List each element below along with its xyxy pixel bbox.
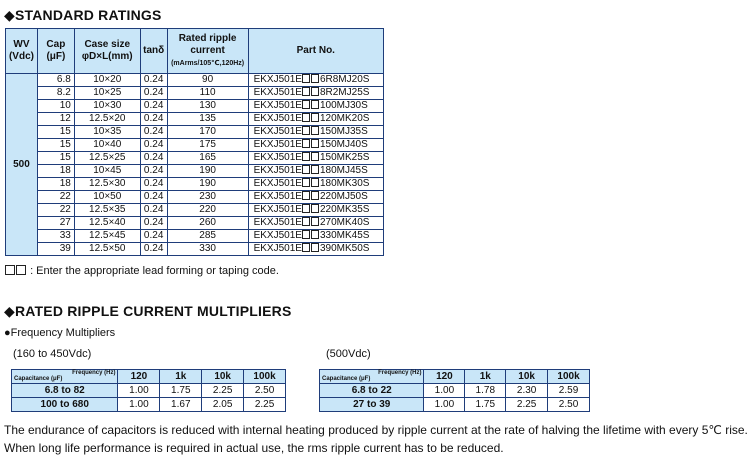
code-box-icon [302,139,310,148]
ripple-current-cell: 90 [167,74,248,87]
tan-delta-cell: 0.24 [140,204,167,217]
freq-header: 100k [548,370,590,384]
freq-header: 120 [118,370,160,384]
ripple-current-cell: 285 [167,230,248,243]
table-row [6,87,384,100]
code-box-icon [302,217,310,226]
code-box-icon [302,113,310,122]
table-row [6,113,384,126]
header-ripple-current: Rated ripple current (mArms/105℃,120Hz) [167,29,248,74]
ripple-current-cell: 260 [167,217,248,230]
tan-delta-cell: 0.24 [140,230,167,243]
cap-range: 27 to 39 [320,398,424,412]
part-no-cell: EKXJ501E 390MK50S [248,243,383,256]
code-box-icon [311,191,319,200]
multiplier-value: 1.75 [465,398,506,412]
freq-header: 1k [465,370,506,384]
ripple-current-cell: 170 [167,126,248,139]
multiplier-value: 1.75 [160,384,202,398]
multiplier-value: 2.05 [202,398,244,412]
table-row [6,74,384,87]
ripple-current-cell: 110 [167,87,248,100]
code-box-icon [311,178,319,187]
code-box-icon [302,126,310,135]
header-cap: Cap (μF) [37,29,74,74]
multiplier-value: 2.59 [548,384,590,398]
cap-cell: 18 [37,165,74,178]
cap-cell: 12 [37,113,74,126]
multiplier-value: 2.25 [244,398,286,412]
part-no-cell: EKXJ501E 180MK30S [248,178,383,191]
long-life-note: When long life performance is required in actual use, the rms ripple current has to be reduced. [4,441,504,455]
header-tan-delta: tanδ [140,29,167,74]
corner-header: Frequency (Hz) Capacitance (μF) [12,370,118,384]
part-no-cell: EKXJ501E 120MK20S [248,113,383,126]
part-no-cell: EKXJ501E 8R2MJ25S [248,87,383,100]
ripple-current-cell: 165 [167,152,248,165]
frequency-multipliers-subtitle: ●Frequency Multipliers [4,327,116,339]
tan-delta-cell: 0.24 [140,165,167,178]
table-row [320,384,590,398]
freq-header: 10k [202,370,244,384]
case-size-cell: 10×30 [74,100,140,113]
case-size-cell: 12.5×50 [74,243,140,256]
cap-range: 100 to 680 [12,398,118,412]
corner-header: Frequency (Hz) Capacitance (μF) [320,370,424,384]
multiplier-value: 2.50 [244,384,286,398]
code-box-icon [302,87,310,96]
code-box-icon [302,230,310,239]
code-box-icon [311,126,319,135]
part-no-cell: EKXJ501E 330MK45S [248,230,383,243]
multiplier-value: 1.78 [465,384,506,398]
header-part-no: Part No. [248,29,383,74]
ripple-current-cell: 130 [167,100,248,113]
multiplier-table-160-450v [11,369,286,412]
code-box-icon [302,178,310,187]
cap-cell: 33 [37,230,74,243]
ripple-current-cell: 190 [167,178,248,191]
tan-delta-cell: 0.24 [140,178,167,191]
code-box-icon [311,139,319,148]
case-size-cell: 12.5×30 [74,178,140,191]
case-size-cell: 10×40 [74,139,140,152]
ripple-current-cell: 135 [167,113,248,126]
ripple-current-cell: 220 [167,204,248,217]
endurance-note: The endurance of capacitors is reduced with internal heating produced by ripple current at the rate of halving the lifetime with every 5℃ rise. [4,423,748,437]
table-row [12,398,286,412]
multipliers-title: ◆RATED RIPPLE CURRENT MULTIPLIERS [4,303,292,319]
multiplier-value: 2.25 [506,398,548,412]
tan-delta-cell: 0.24 [140,139,167,152]
multiplier-value: 1.00 [118,384,160,398]
table-row [320,398,590,412]
cap-cell: 15 [37,126,74,139]
table-row [6,152,384,165]
standard-ratings-title: ◆STANDARD RATINGS [4,7,162,23]
multiplier-value: 1.67 [160,398,202,412]
part-no-cell: EKXJ501E 6R8MJ20S [248,74,383,87]
ripple-current-cell: 230 [167,191,248,204]
case-size-cell: 12.5×25 [74,152,140,165]
part-no-cell: EKXJ501E 150MJ40S [248,139,383,152]
code-box-icon [302,165,310,174]
part-no-cell: EKXJ501E 220MJ50S [248,191,383,204]
case-size-cell: 12.5×45 [74,230,140,243]
table-b-label: (500Vdc) [326,348,371,360]
cap-range: 6.8 to 22 [320,384,424,398]
code-box-icon [302,152,310,161]
tan-delta-cell: 0.24 [140,152,167,165]
part-no-cell: EKXJ501E 220MK35S [248,204,383,217]
cap-cell: 10 [37,100,74,113]
code-box-icon [302,74,310,83]
part-no-cell: EKXJ501E 100MJ30S [248,100,383,113]
code-box-icon [311,100,319,109]
header-wv: WV (Vdc) [6,29,38,74]
part-no-cell: EKXJ501E 270MK40S [248,217,383,230]
code-box-icon [311,165,319,174]
code-box-icon [302,100,310,109]
tan-delta-cell: 0.24 [140,100,167,113]
code-box-icon [302,243,310,252]
code-box-icon [302,204,310,213]
cap-cell: 22 [37,204,74,217]
tan-delta-cell: 0.24 [140,113,167,126]
table-row [6,230,384,243]
multiplier-table-500v [319,369,590,412]
part-no-cell: EKXJ501E 150MK25S [248,152,383,165]
cap-cell: 15 [37,139,74,152]
tan-delta-cell: 0.24 [140,217,167,230]
case-size-cell: 12.5×35 [74,204,140,217]
table-row [6,243,384,256]
part-no-cell: EKXJ501E 150MJ35S [248,126,383,139]
freq-header: 10k [506,370,548,384]
code-box-icon [311,74,319,83]
case-size-cell: 10×45 [74,165,140,178]
ripple-current-cell: 330 [167,243,248,256]
case-size-cell: 10×25 [74,87,140,100]
code-box-icon [16,265,26,275]
cap-cell: 15 [37,152,74,165]
multiplier-value: 2.50 [548,398,590,412]
case-size-cell: 10×50 [74,191,140,204]
tan-delta-cell: 0.24 [140,87,167,100]
table-a-label: (160 to 450Vdc) [13,348,92,360]
multiplier-value: 1.00 [424,384,465,398]
multiplier-value: 1.00 [118,398,160,412]
code-box-icon [311,230,319,239]
header-case-size: Case size φD×L(mm) [74,29,140,74]
freq-header: 120 [424,370,465,384]
standard-ratings-table [5,28,384,256]
table-row [6,165,384,178]
freq-header: 1k [160,370,202,384]
code-box-icon [311,204,319,213]
code-box-icon [5,265,15,275]
case-size-cell: 10×20 [74,74,140,87]
table-row [6,178,384,191]
code-box-icon [302,191,310,200]
code-box-icon [311,243,319,252]
code-box-icon [311,113,319,122]
multiplier-value: 2.25 [202,384,244,398]
lead-code-note: : Enter the appropriate lead forming or taping code. [5,265,279,277]
cap-cell: 8.2 [37,87,74,100]
part-no-cell: EKXJ501E 180MJ45S [248,165,383,178]
case-size-cell: 12.5×40 [74,217,140,230]
case-size-cell: 12.5×20 [74,113,140,126]
table-row [6,191,384,204]
cap-cell: 22 [37,191,74,204]
cap-cell: 6.8 [37,74,74,87]
table-row [6,204,384,217]
table-row [6,139,384,152]
cap-cell: 27 [37,217,74,230]
ripple-current-cell: 190 [167,165,248,178]
tan-delta-cell: 0.24 [140,74,167,87]
freq-header: 100k [244,370,286,384]
cap-cell: 18 [37,178,74,191]
ripple-current-cell: 175 [167,139,248,152]
multiplier-value: 2.30 [506,384,548,398]
multiplier-value: 1.00 [424,398,465,412]
wv-value: 500 [6,74,38,256]
tan-delta-cell: 0.24 [140,243,167,256]
cap-cell: 39 [37,243,74,256]
code-box-icon [311,217,319,226]
table-row [6,217,384,230]
table-row [6,126,384,139]
table-row [12,384,286,398]
case-size-cell: 10×35 [74,126,140,139]
tan-delta-cell: 0.24 [140,191,167,204]
code-box-icon [311,152,319,161]
tan-delta-cell: 0.24 [140,126,167,139]
table-row [6,100,384,113]
cap-range: 6.8 to 82 [12,384,118,398]
code-box-icon [311,87,319,96]
